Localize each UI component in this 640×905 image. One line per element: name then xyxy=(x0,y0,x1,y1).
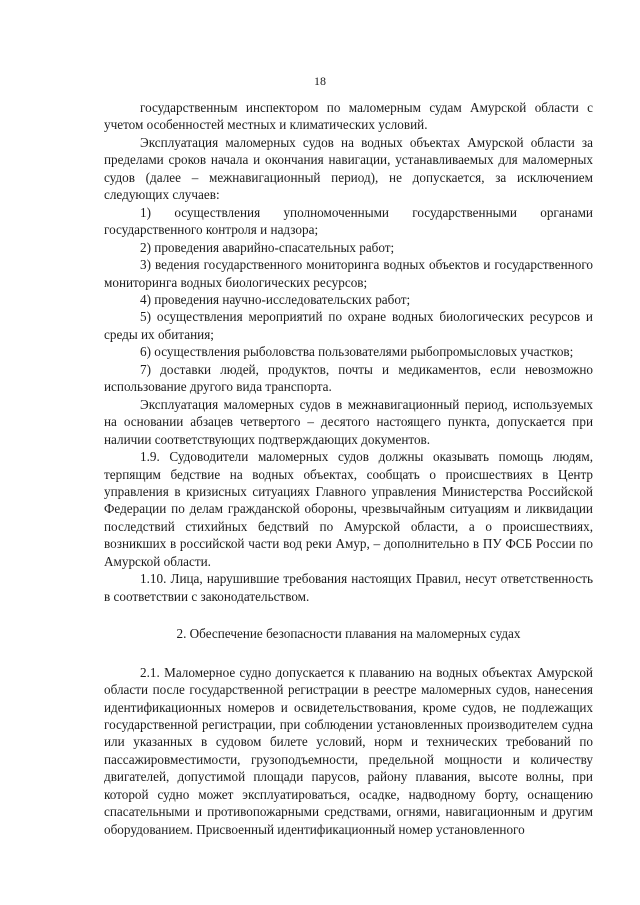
list-item-6: 6) осуществления рыболовства пользователями рыбопромысловых участков; xyxy=(140,344,574,360)
paragraph-continuation: государственным инспектором по маломерным судам Амурской области с учетом особенностей местных и климатических условий. xyxy=(104,100,593,133)
paragraph-off-season-restriction: Эксплуатация маломерных судов на водных объектах Амурской области за пределами сроков начала и окончания навигации, устанавливаемых для маломерных судов (далее – межнавигационный период), не допускается, за исключением следующих случаев: xyxy=(104,134,593,203)
paragraph-documents-required: Эксплуатация маломерных судов в межнавигационный период, используемых на основании абзацев четвертого – десятого настоящего пункта, допускается при наличии соответствующих подтверждающих документов. xyxy=(104,396,593,447)
spacer xyxy=(104,643,593,664)
list-item-3: 3) ведения государственного мониторинга водных объектов и государственного мониторинга водных биологических ресурсов; xyxy=(104,257,593,290)
list-item-2: 2) проведения аварийно-спасательных работ; xyxy=(140,239,395,255)
clause-2-1: 2.1. Маломерное судно допускается к плаванию на водных объектах Амурской области после государственной регистрации в реестре маломерных судов, нанесения идентификационных номеров и освидетельствования, кроме судов, не подлежащих государственной регистрации, при соблюдении установленных производителем судна или указанных в судовом билете условий, норм и технических требований по пассажировместимости, грузоподъемности, предельной мощности и количеству двигателей, допустимой площади парусов, району плавания, высоте волны, при которой судно может эксплуатироваться, осадке, надводному борту, оснащению спасательными и противопожарными средствами, огнями, навигационным и другим оборудованием. Присвоенный идентификационный номер установленного xyxy=(104,664,593,837)
section-heading: 2. Обеспечение безопасности плавания на маломерных судах xyxy=(176,626,521,642)
list-item-4: 4) проведения научно-исследовательских работ; xyxy=(140,291,411,307)
list-item-1: 1) осуществления уполномоченными государственными органами государственного контроля и надзора; xyxy=(104,204,593,238)
page-number: 18 xyxy=(314,74,326,88)
clause-1-9: 1.9. Судоводители маломерных судов должны оказывать помощь людям, терпящим бедствие на водных объектах, сообщать о происшествиях в Центр управления в кризисных ситуациях Главного управления Министерства Российской Федерации по делам гражданской обороны, чрезвычайным ситуациям и ликвидации последствий стихийных бедствий по Амурской области, а о происшествиях, возникших в российской части вод реки Амур, – дополнительно в ПУ ФСБ России по Амурской области. xyxy=(104,449,593,569)
list-item-7: 7) доставки людей, продуктов, почты и медикаментов, если невозможно использование другого вида транспорта. xyxy=(104,361,593,395)
clause-1-10: 1.10. Лица, нарушившие требования настоящих Правил, несут ответственность в соответствии с законодательством. xyxy=(104,571,593,604)
list-item-5: 5) осуществления мероприятий по охране водных биологических ресурсов и среды их обитания; xyxy=(104,309,593,342)
spacer xyxy=(104,605,593,625)
document-body xyxy=(104,99,593,838)
